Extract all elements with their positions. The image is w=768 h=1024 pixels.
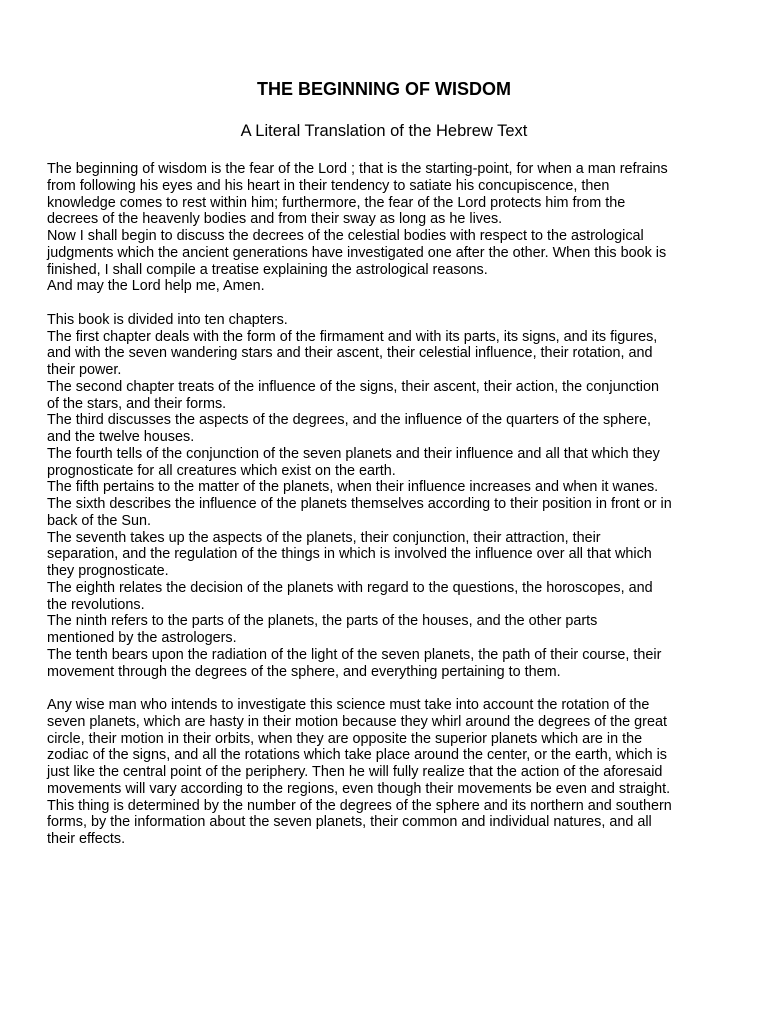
text-line: from following his eyes and his heart in their tendency to satiate his concupiscence, then — [47, 177, 610, 194]
paragraph-gap — [47, 295, 727, 312]
text-line: Any wise man who intends to investigate this science must take into account the rotation of the — [47, 697, 650, 713]
text-line: The fifth pertains to the matter of the planets, when their influence increases and when it wanes. — [47, 479, 659, 496]
text-line: The second chapter treats of the influence of the signs, their ascent, their action, the conjunction — [47, 378, 659, 395]
text-line: This thing is determined by the number of the degrees of the sphere and its northern and southern — [47, 797, 672, 814]
text-line: The beginning of wisdom is the fear of the Lord ; that is the starting-point, for when a man refrains — [47, 161, 668, 177]
text-line: and the twelve houses. — [47, 429, 195, 445]
text-line: they prognosticate. — [47, 563, 169, 579]
text-line: just like the central point of the periphery. Then he will fully realize that the action of the aforesaid — [47, 764, 663, 780]
text-line: Now I shall begin to discuss the decrees of the celestial bodies with respect to the astrological — [47, 228, 644, 244]
text-line: of the stars, and their forms. — [47, 395, 227, 412]
text-line: The fourth tells of the conjunction of the seven planets and their influence and all that which they — [47, 445, 660, 462]
text-line: zodiac of the signs, and all the rotations which take place around the center, or the earth, which is — [47, 747, 667, 764]
text-line: knowledge comes to rest within him; furthermore, the fear of the Lord protects him from the — [47, 194, 626, 211]
text-line: their power. — [47, 362, 122, 378]
text-line: The ninth refers to the parts of the planets, the parts of the houses, and the other parts — [47, 613, 598, 630]
text-line: the revolutions. — [47, 596, 145, 613]
text-line: The sixth describes the influence of the planets themselves according to their position in front or in — [47, 496, 672, 512]
document-body — [47, 161, 727, 848]
paragraph — [47, 161, 727, 295]
text-line: The third discusses the aspects of the degrees, and the influence of the quarters of the sphere, — [47, 412, 651, 429]
text-line: mentioned by the astrologers. — [47, 630, 237, 646]
text-line: And may the Lord help me, Amen. — [47, 278, 265, 295]
text-line: circle, their motion in their orbits, when they are opposite the superior planets which are in the — [47, 730, 643, 747]
text-line: prognosticate for all creatures which exist on the earth. — [47, 462, 396, 479]
text-line: finished, I shall compile a treatise explaining the astrological reasons. — [47, 261, 488, 278]
page-subtitle: A Literal Translation of the Hebrew Text — [240, 122, 528, 140]
text-line: decrees of the heavenly bodies and from their sway as long as he lives. — [47, 211, 503, 228]
text-line: seven planets, which are hasty in their motion because they whirl around the degrees of the great — [47, 713, 667, 730]
paragraph — [47, 312, 727, 681]
text-line: The eighth relates the decision of the planets with regard to the questions, the horoscopes, and — [47, 579, 653, 596]
text-line: The seventh takes up the aspects of the planets, their conjunction, their attraction, their — [47, 529, 601, 546]
text-line: back of the Sun. — [47, 512, 152, 529]
text-line: movements will vary according to the regions, even though their movements be even and straight. — [47, 780, 671, 797]
paragraph — [47, 697, 727, 848]
text-line: The tenth bears upon the radiation of the light of the seven planets, the path of their course, their — [47, 646, 662, 663]
text-line: and with the seven wandering stars and their ascent, their celestial influence, their rotation, and — [47, 345, 653, 362]
text-line: separation, and the regulation of the things in which is involved the influence over all that which — [47, 546, 652, 563]
text-line: judgments which the ancient generations have investigated one after the other. When this book is — [47, 244, 667, 261]
paragraph-gap — [47, 680, 727, 697]
text-line: movement through the degrees of the sphere, and everything pertaining to them. — [47, 663, 561, 680]
text-line: This book is divided into ten chapters. — [47, 311, 288, 328]
text-line: their effects. — [47, 831, 126, 847]
text-line: The first chapter deals with the form of the firmament and with its parts, its signs, and its figures, — [47, 328, 658, 345]
text-line: forms, by the information about the seven planets, their common and individual natures, and all — [47, 814, 652, 831]
page-title: THE BEGINNING OF WISDOM — [257, 79, 511, 99]
